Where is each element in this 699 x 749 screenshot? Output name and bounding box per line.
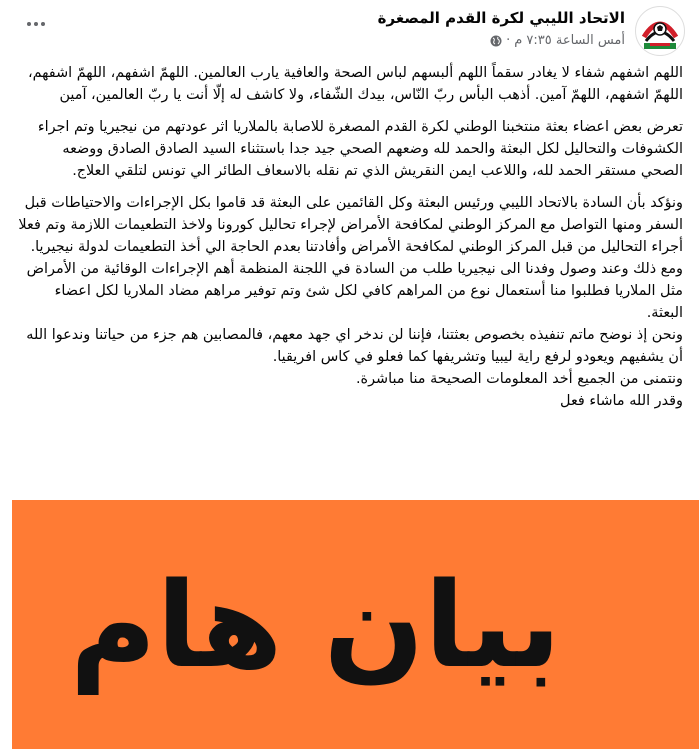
post-paragraph: ونحن إذ نوضح ماتم تنفيذه بخصوص بعثتنا، فإننا لن ندخر اي جهد معهم، فالمصابين هم جزء من حياتنا وندعوا الله أن يشفيهم ويعودو لرفع راية ليبيا وتشريفها كما فعلو في كاس افريقيا. [26, 327, 683, 365]
post-paragraph: وقدر الله ماشاء فعل [560, 393, 683, 409]
image-headline: بيان هام [69, 556, 562, 694]
page-avatar[interactable] [635, 6, 685, 56]
federation-logo-icon [636, 7, 684, 55]
more-options-icon[interactable] [22, 14, 50, 34]
post-header [0, 0, 699, 58]
post-image[interactable] [12, 500, 699, 749]
post-paragraph: ونؤكد بأن السادة بالاتحاد الليبي ورئيس البعثة وكل القائمين على البعثة قد قاموا بكل الإجراءات والاحتياطات قبل السفر ومنها التواصل مع المركز الوطني لمكافحة الأمراض لإجراء تحاليل كورونا ولاخذ التطعيمات اللازمة وتم فعلا أجراء التحاليل من قبل المركز الوطني لمكافحة الأمراض وأفادتنا بعدم الحاجة الي أخذ التطعيمات لدولة نيجيريا. [18, 195, 683, 255]
post-paragraph: اللهم اشفهم شفاء لا يغادر سقماً اللهم ألبسهم لباس الصحة والعافية يارب العالمين. اللهمّ اشفهم، اللهمّ اشفهم، اللهمّ اشفهم، اللهمّ آمين. أذهب البأس ربّ النّاس، بيدك الشّفاء، ولا كاشف له إلّا أنت يا ربّ العالمين، آمين [27, 65, 683, 103]
post-timestamp[interactable]: أمس الساعة ٧:٣٥ م [514, 33, 625, 48]
post-body [16, 62, 683, 412]
globe-icon[interactable] [490, 35, 502, 47]
meta-separator: · [506, 33, 511, 48]
post-paragraph: تعرض بعض اعضاء بعثة منتخبنا الوطني لكرة القدم المصغرة للاصابة بالملاريا اثر عودتهم من نيجيريا وتم اجراء الكشوفات والتحاليل لكل البعثة والحمد لله وضعهم الصحي جيد جدا باستثناء السيد الصادق الصادق ووضعه الصحي مستقر الحمد لله، واللاعب ايمن النقريش الذي تم نقله بالاسعاف الطائر الي تونس لتلقي العلاج. [37, 119, 683, 179]
page-name-link[interactable]: الاتحاد الليبي لكرة القدم المصغرة [377, 9, 625, 27]
post-paragraph: ونتمنى من الجميع أخد المعلومات الصحيحة منا مباشرة. [355, 371, 683, 387]
post-meta [490, 33, 625, 48]
post-paragraph: ومع ذلك وعند وصول وفدنا الى نيجيريا طلب من السادة في اللجنة المنظمة أهم الإجراءات الوقائية من الأمراض مثل الملاريا فطلبوا منا أستعمال نوع من المراهم كافي لكل شئ وتم توفير مراهم مضاد الملاريا لكل اعضاء البعثة. [26, 261, 683, 321]
